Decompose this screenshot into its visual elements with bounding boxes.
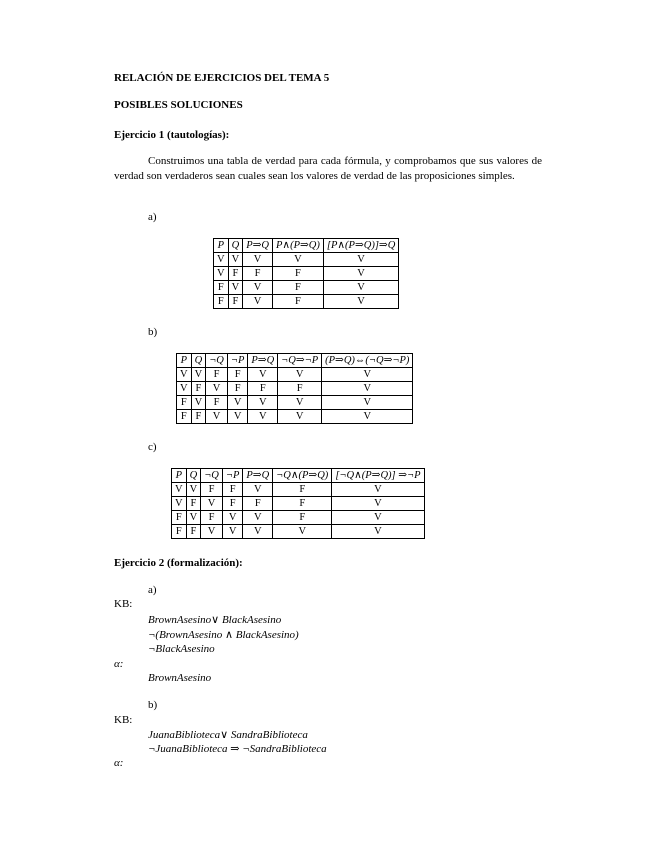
document-subtitle: POSIBLES SOLUCIONES — [114, 99, 243, 111]
table-cell: V — [323, 267, 398, 281]
table-cell: V — [191, 396, 206, 410]
table-cell: V — [201, 525, 223, 539]
table-cell: F — [186, 497, 201, 511]
table-header-cell: P — [214, 239, 229, 253]
table-cell: F — [172, 511, 187, 525]
table-header-cell: Q — [186, 469, 201, 483]
table-cell: F — [191, 410, 206, 424]
table-cell: V — [227, 410, 248, 424]
table-cell: V — [322, 368, 413, 382]
ex2-b-alpha-label: α: — [114, 757, 124, 769]
table-cell: V — [228, 253, 243, 267]
exercise-1-intro: Construimos una tabla de verdad para cada fórmula, y comprobamos que sus valores de verdad son verdaderos sean cuales sean los valores de verdad de las proposiciones simples. — [114, 155, 542, 182]
table-row — [172, 511, 425, 525]
truth-table-c — [171, 468, 425, 539]
ex2-a-kb-line-1: BrownAsesino∨ BlackAsesino — [148, 614, 282, 626]
table-cell: V — [272, 253, 323, 267]
table-cell: V — [243, 281, 273, 295]
table-cell: V — [191, 368, 206, 382]
table-cell: F — [201, 511, 223, 525]
table-header-cell: ¬P — [222, 469, 243, 483]
table-cell: V — [248, 410, 278, 424]
table-cell: V — [214, 267, 229, 281]
table-header-cell: P⇒Q — [243, 469, 273, 483]
table-cell: V — [172, 497, 187, 511]
table-cell: V — [206, 410, 228, 424]
table-cell: F — [227, 368, 248, 382]
table-row — [214, 281, 399, 295]
truth-table-a — [213, 238, 399, 309]
truth-table-b — [176, 353, 413, 424]
table-cell: F — [272, 281, 323, 295]
ex2-b-kb-line-1: JuanaBiblioteca∨ SandraBiblioteca — [148, 729, 308, 741]
table-cell: V — [243, 511, 273, 525]
table-header-cell: P — [172, 469, 187, 483]
table-c-label: c) — [148, 441, 157, 453]
table-cell: V — [332, 483, 424, 497]
table-cell: V — [186, 483, 201, 497]
table-cell: V — [273, 525, 332, 539]
table-header-cell: ¬Q — [201, 469, 223, 483]
table-cell: F — [214, 281, 229, 295]
table-cell: F — [206, 368, 228, 382]
table-cell: V — [186, 511, 201, 525]
table-cell: V — [278, 396, 322, 410]
table-b-label: b) — [148, 326, 158, 338]
table-row — [214, 253, 399, 267]
table-cell: V — [243, 483, 273, 497]
ex2-a-alpha-label: α: — [114, 658, 124, 670]
table-row — [177, 368, 413, 382]
table-header-cell: ¬P — [227, 354, 248, 368]
ex2-a-kb-line-3: ¬BlackAsesino — [148, 643, 215, 655]
table-cell: V — [222, 525, 243, 539]
table-cell: V — [332, 525, 424, 539]
table-row — [172, 525, 425, 539]
table-cell: F — [272, 267, 323, 281]
table-cell: V — [227, 396, 248, 410]
table-cell: V — [322, 410, 413, 424]
table-cell: V — [323, 295, 398, 309]
table-row — [177, 410, 413, 424]
table-cell: V — [177, 382, 192, 396]
table-header-cell: (P⇒Q)⇔(¬Q⇒¬P) — [322, 354, 413, 368]
table-cell: F — [273, 497, 332, 511]
table-cell: F — [177, 410, 192, 424]
table-header-cell: P⇒Q — [243, 239, 273, 253]
table-header-cell: ¬Q — [206, 354, 228, 368]
ex2-b-kb-line-2: ¬JuanaBiblioteca ⇒ ¬SandraBiblioteca — [148, 743, 327, 755]
table-header-row — [177, 354, 413, 368]
table-cell: F — [177, 396, 192, 410]
table-row — [172, 497, 425, 511]
table-cell: V — [201, 497, 223, 511]
table-cell: V — [278, 410, 322, 424]
table-cell: V — [177, 368, 192, 382]
table-cell: F — [191, 382, 206, 396]
ex2-a-alpha: BrownAsesino — [148, 672, 212, 684]
table-cell: V — [332, 511, 424, 525]
ex2-a-kb-line-2: ¬(BrownAsesino ∧ BlackAsesino) — [148, 629, 299, 641]
table-row — [172, 483, 425, 497]
table-cell: V — [222, 511, 243, 525]
table-cell: F — [228, 267, 243, 281]
table-header-row — [214, 239, 399, 253]
table-cell: F — [273, 483, 332, 497]
table-cell: V — [323, 281, 398, 295]
table-cell: V — [214, 253, 229, 267]
table-cell: F — [248, 382, 278, 396]
table-cell: F — [273, 511, 332, 525]
table-header-cell: P∧(P⇒Q) — [272, 239, 323, 253]
table-cell: F — [243, 267, 273, 281]
table-cell: F — [278, 382, 322, 396]
document-title: RELACIÓN DE EJERCICIOS DEL TEMA 5 — [114, 72, 330, 84]
table-row — [177, 396, 413, 410]
table-cell: V — [332, 497, 424, 511]
table-header-cell: [P∧(P⇒Q)]⇒Q — [323, 239, 398, 253]
table-cell: F — [228, 295, 243, 309]
table-cell: F — [186, 525, 201, 539]
table-cell: F — [227, 382, 248, 396]
table-cell: V — [206, 382, 228, 396]
table-cell: F — [222, 483, 243, 497]
table-header-row — [172, 469, 425, 483]
table-cell: F — [272, 295, 323, 309]
ex2-b-label: b) — [148, 699, 158, 711]
table-cell: V — [278, 368, 322, 382]
table-a-label: a) — [148, 211, 157, 223]
table-cell: V — [322, 382, 413, 396]
table-cell: V — [172, 483, 187, 497]
table-header-cell: P — [177, 354, 192, 368]
exercise-2-heading: Ejercicio 2 (formalización): — [114, 557, 243, 569]
table-cell: V — [243, 253, 273, 267]
table-cell: F — [214, 295, 229, 309]
table-header-cell: Q — [191, 354, 206, 368]
table-cell: F — [206, 396, 228, 410]
table-row — [177, 382, 413, 396]
table-cell: V — [248, 396, 278, 410]
table-cell: V — [322, 396, 413, 410]
table-cell: V — [228, 281, 243, 295]
table-row — [214, 267, 399, 281]
table-cell: F — [172, 525, 187, 539]
table-header-cell: [¬Q∧(P⇒Q)] ⇒¬P — [332, 469, 424, 483]
table-cell: V — [243, 525, 273, 539]
table-cell: F — [201, 483, 223, 497]
table-cell: V — [248, 368, 278, 382]
table-header-cell: ¬Q∧(P⇒Q) — [273, 469, 332, 483]
ex2-b-kb-label: KB: — [114, 714, 133, 726]
table-row — [214, 295, 399, 309]
ex2-a-kb-label: KB: — [114, 598, 133, 610]
table-cell: F — [222, 497, 243, 511]
exercise-1-heading: Ejercicio 1 (tautologías): — [114, 129, 230, 141]
table-cell: V — [323, 253, 398, 267]
table-cell: V — [243, 295, 273, 309]
ex2-a-label: a) — [148, 584, 157, 596]
table-header-cell: ¬Q⇒¬P — [278, 354, 322, 368]
table-header-cell: Q — [228, 239, 243, 253]
table-header-cell: P⇒Q — [248, 354, 278, 368]
table-cell: F — [243, 497, 273, 511]
